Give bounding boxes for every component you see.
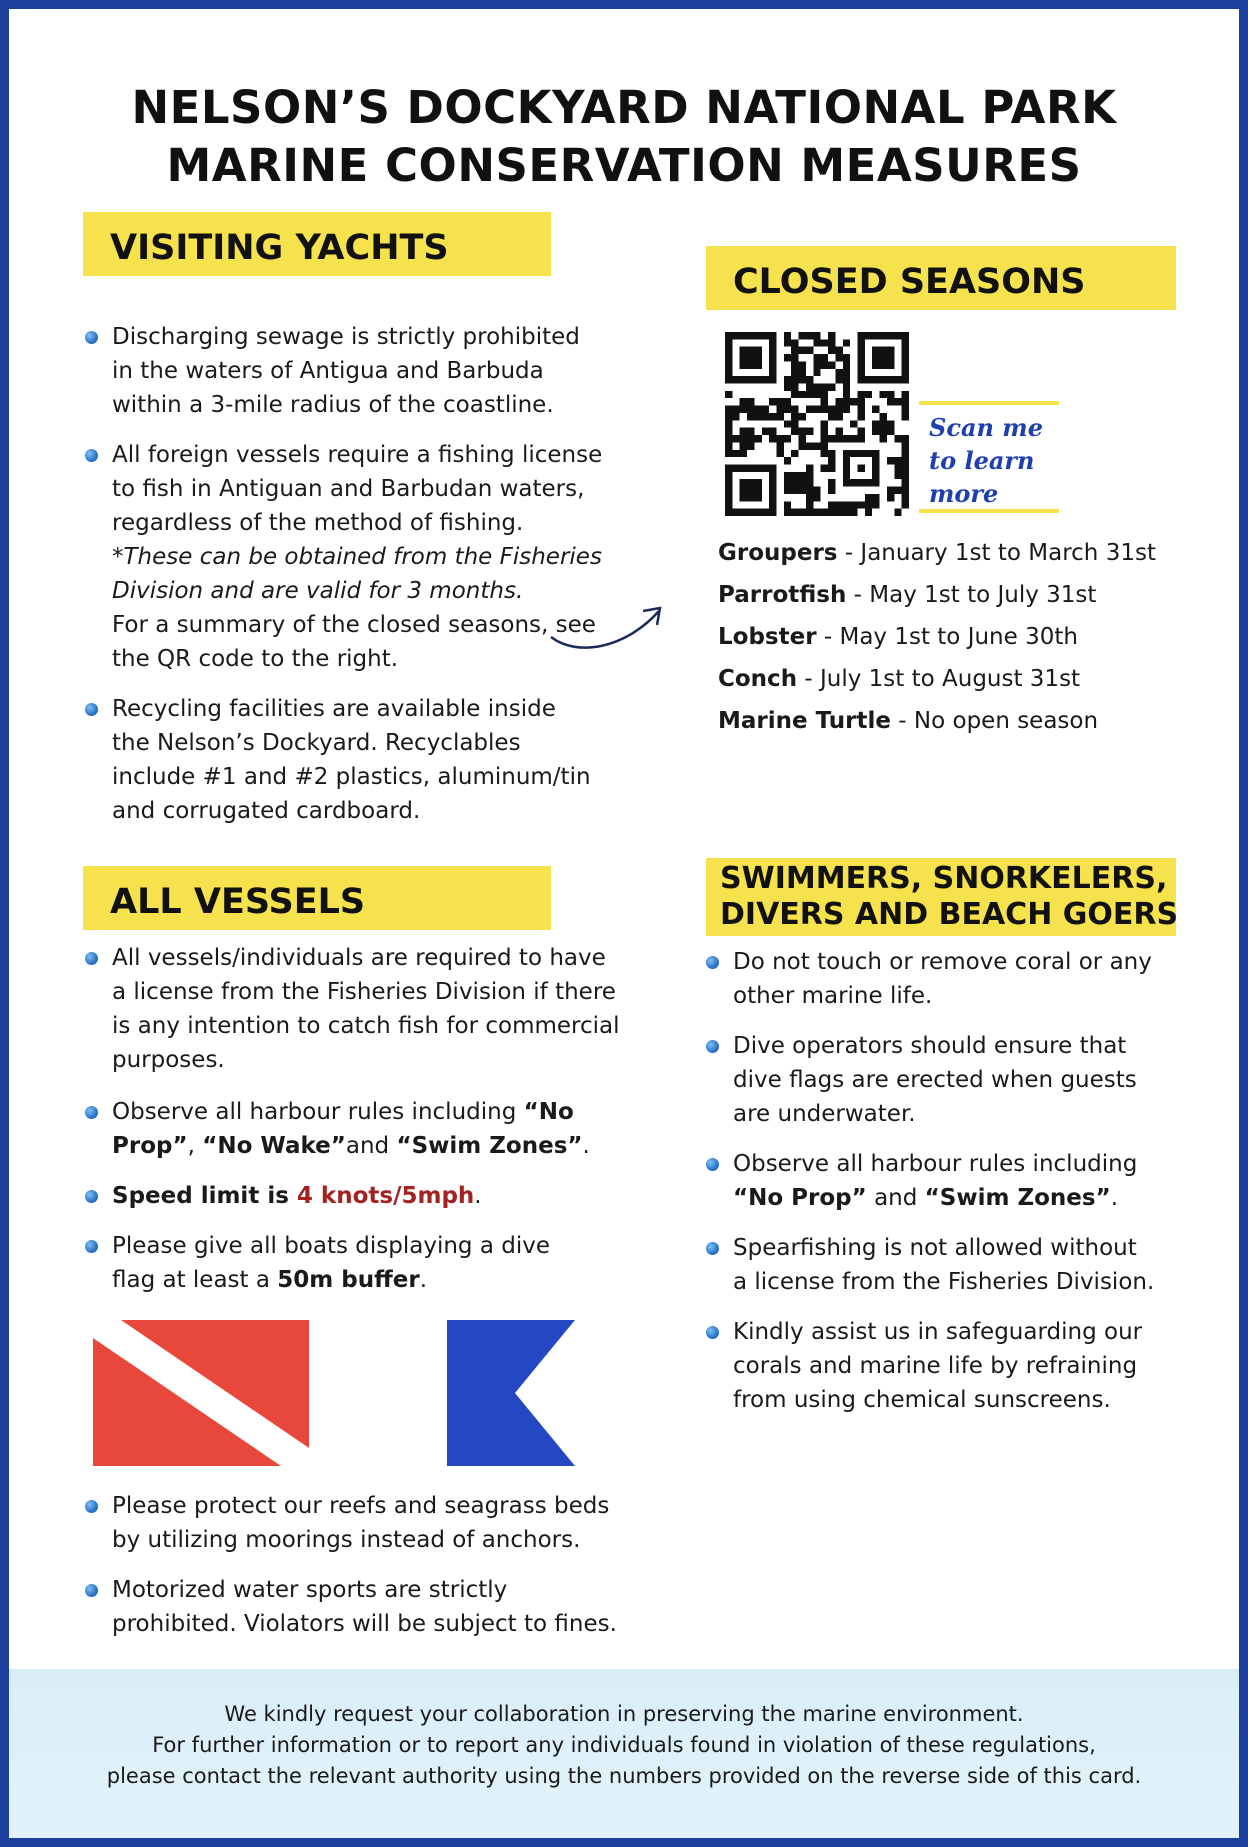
bullet-icon [706,1158,719,1171]
visiting-yachts-list [85,320,602,828]
list-item [85,1229,620,1297]
item-text: Spearfishing is not allowed without [733,1235,1137,1261]
title-line-1: NELSON’S DOCKYARD NATIONAL PARK [131,81,1117,134]
season-species: Lobster [718,624,817,650]
item-text: to fish in Antiguan and Barbudan waters, [112,476,585,502]
item-text: Observe all harbour rules including “No [112,1099,574,1125]
closed-seasons-heading-text: CLOSED SEASONS [733,262,1086,302]
item-text: in the waters of Antigua and Barbuda [112,358,544,384]
footer-line: please contact the relevant authority using the numbers provided on the reverse side of this card. [106,1764,1142,1788]
season-row [718,700,1156,742]
item-text: is any intention to catch fish for commercial [112,1013,620,1039]
visiting-yachts-heading [83,212,551,276]
season-period: - January 1st to March 31st [837,540,1156,566]
list-item [85,320,602,422]
all-vessels-list-continued [85,1489,617,1641]
list-item [706,945,1154,1013]
scan-line: Scan me [929,413,1043,442]
item-text: Motorized water sports are strictly [112,1577,508,1603]
season-row [718,532,1156,574]
item-text: regardless of the method of fishing. [112,510,524,536]
item-text: Prop”, “No Wake”and “Swim Zones”. [112,1133,590,1159]
season-period: - May 1st to July 31st [846,582,1097,608]
list-item [85,692,602,828]
item-text: corals and marine life by refraining [733,1353,1138,1379]
season-period: - May 1st to June 30th [816,624,1078,650]
item-text: All foreign vessels require a fishing license [112,442,603,468]
item-text: Recycling facilities are available inside [112,696,556,722]
closed-seasons-heading [706,246,1176,310]
swimmers-heading-line: DIVERS AND BEACH GOERS [720,897,1179,932]
item-text: by utilizing moorings instead of anchors. [112,1527,581,1553]
item-text: the Nelson’s Dockyard. Recyclables [112,730,521,756]
bullet-icon [85,1240,98,1253]
season-row [718,574,1156,616]
item-text: a license from the Fisheries Division if there [112,979,616,1005]
item-text: prohibited. Violators will be subject to fines. [112,1611,617,1637]
item-text: Please give all boats displaying a dive [112,1233,550,1259]
footer-line: For further information or to report any individuals found in violation of these regulations, [152,1733,1096,1757]
season-species: Groupers [718,540,838,566]
bullet-icon [85,331,98,344]
item-text: “No Prop” and “Swim Zones”. [733,1185,1119,1211]
bullet-icon [706,1326,719,1339]
bullet-icon [85,1500,98,1513]
list-item [706,1147,1154,1215]
list-item [85,1179,620,1213]
all-vessels-heading [83,866,551,930]
bullet-icon [706,1040,719,1053]
season-species: Parrotfish [718,582,847,608]
bullet-icon [85,1106,98,1119]
dive-flag-icon [93,1320,309,1466]
list-item [85,1573,617,1641]
season-row [718,616,1156,658]
list-item [85,1095,620,1163]
season-period: - July 1st to August 31st [797,666,1081,692]
item-text: and corrugated cardboard. [112,798,421,824]
swimmers-list [706,945,1154,1417]
list-item [706,1029,1154,1131]
bullet-icon [85,1190,98,1203]
item-text: a license from the Fisheries Division. [733,1269,1155,1295]
footer-text [9,1699,1239,1792]
item-text: dive flags are erected when guests [733,1067,1137,1093]
bullet-icon [706,956,719,969]
item-text: Please protect our reefs and seagrass beds [112,1493,610,1519]
season-period: - No open season [890,708,1099,734]
item-text: Kindly assist us in safeguarding our [733,1319,1143,1345]
item-text: Dive operators should ensure that [733,1033,1127,1059]
fisheries-note: Division and are valid for 3 months. [112,578,524,604]
season-species: Conch [718,666,798,692]
bullet-icon [85,449,98,462]
list-item [706,1315,1154,1417]
footer-line: We kindly request your collaboration in preserving the marine environment. [224,1702,1024,1726]
scan-line: to learn [929,446,1035,475]
item-text: within a 3-mile radius of the coastline. [112,392,554,418]
item-text: include #1 and #2 plastics, aluminum/tin [112,764,591,790]
item-text: other marine life. [733,983,933,1009]
qr-code-icon[interactable] [725,332,909,516]
season-species: Marine Turtle [718,708,891,734]
footer [9,1669,1239,1847]
speed-limit-text: Speed limit is 4 knots/5mph. [112,1183,482,1209]
bullet-icon [706,1242,719,1255]
item-text: purposes. [112,1047,225,1073]
fisheries-note: *These can be obtained from the Fisheries [112,544,602,570]
item-text: All vessels/individuals are required to have [112,945,606,971]
all-vessels-heading-text: ALL VESSELS [110,882,366,922]
item-text: Do not touch or remove coral or any [733,949,1152,975]
bullet-icon [85,703,98,716]
page-title [9,79,1239,195]
alpha-flag-field [447,1320,575,1466]
alpha-flag-icon [447,1320,575,1466]
item-text: Observe all harbour rules including [733,1151,1138,1177]
arrow-to-qr-icon [547,599,669,655]
bullet-icon [85,952,98,965]
swimmers-heading-line: SWIMMERS, SNORKELERS, [720,861,1168,896]
item-text: the QR code to the right. [112,646,399,672]
item-text: Discharging sewage is strictly prohibited [112,324,580,350]
speed-limit-value: 4 knots/5mph [296,1183,475,1209]
scan-line: more [929,479,999,508]
item-text: flag at least a 50m buffer. [112,1267,427,1293]
season-row [718,658,1156,700]
list-item [706,1231,1154,1299]
swimmers-heading [706,858,1179,936]
visiting-yachts-heading-text: VISITING YACHTS [110,228,449,268]
list-item [85,438,602,676]
item-text: from using chemical sunscreens. [733,1387,1111,1413]
closed-seasons-list [718,532,1156,742]
list-item [85,941,620,1077]
scan-me-callout [919,401,1059,513]
item-text: For a summary of the closed seasons, see [112,612,596,638]
list-item [85,1489,617,1557]
all-vessels-list [85,941,620,1297]
title-line-2: MARINE CONSERVATION MEASURES [166,139,1082,192]
scan-me-text [929,411,1043,510]
item-text: are underwater. [733,1101,916,1127]
bullet-icon [85,1584,98,1597]
